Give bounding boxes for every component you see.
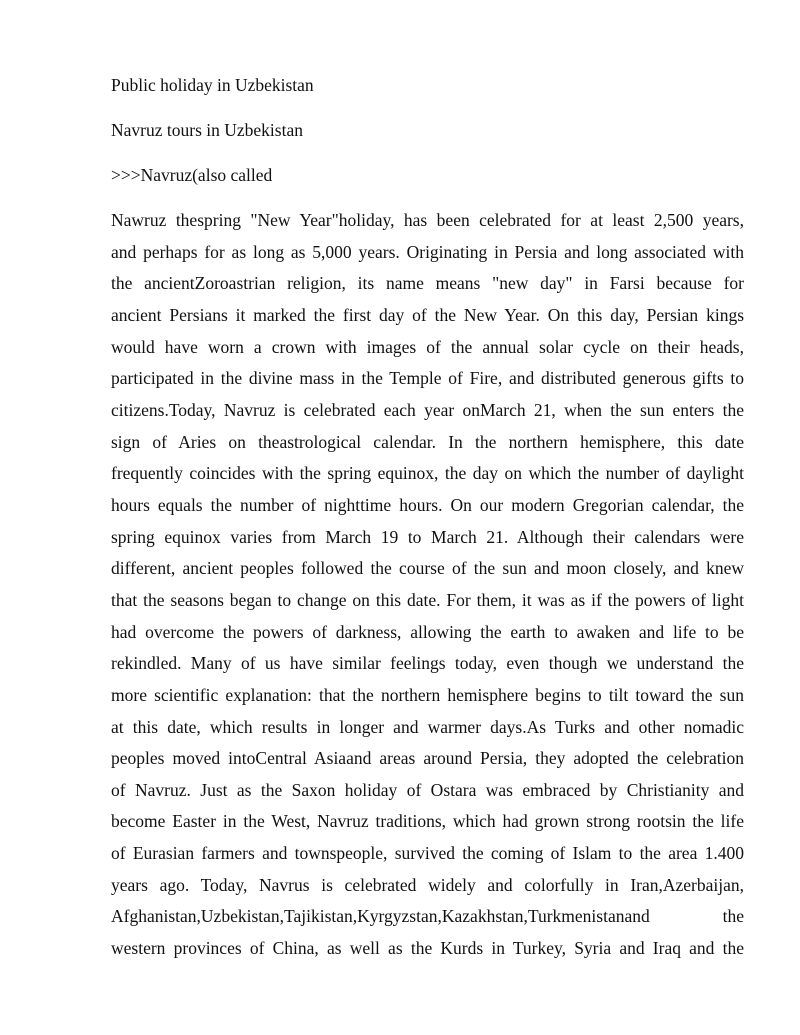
body-line: had overcome the powers of darkness, allowing the earth to awaken and life to be [111,621,744,642]
heading-navruz-tours: Navruz tours in Uzbekistan [111,120,303,140]
body-line: Afghanistan,Uzbekistan,Tajikistan,Kyrgyzstan,Kazakhstan,Turkmenistanand the [111,906,744,927]
body-line: become Easter in the West, Navruz traditions, which had grown strong rootsin the life [111,811,744,832]
body-line: of Eurasian farmers and townspeople, survived the coming of Islam to the area 1.400 [111,843,744,864]
body-line: participated in the divine mass in the Temple of Fire, and distributed generous gifts to [111,368,744,389]
body-line: citizens.Today, Navruz is celebrated each year onMarch 21, when the sun enters the [111,399,744,420]
body-line: hours equals the number of nighttime hours. On our modern Gregorian calendar, the [111,494,744,515]
body-line: at this date, which results in longer and warmer days.As Turks and other nomadic [111,716,744,737]
body-line: spring equinox varies from March 19 to March 21. Although their calendars were [111,526,744,547]
body-line: that the seasons began to change on this date. For them, it was as if the powers of light [111,589,744,610]
body-line: Nawruz thespring "New Year"holiday, has been celebrated for at least 2,500 years, [111,210,744,230]
body-line: different, ancient peoples followed the course of the sun and moon closely, and knew [111,558,744,579]
body-line: frequently coincides with the spring equinox, the day on which the number of daylight [111,463,744,484]
body-line: would have worn a crown with images of the annual solar cycle on their heads, [111,336,744,357]
heading-public-holiday: Public holiday in Uzbekistan [111,75,314,95]
body-paragraph [111,205,744,965]
body-line: more scientific explanation: that the northern hemisphere begins to tilt toward the sun [111,684,744,705]
heading-navruz-intro: >>>Navruz(also called [111,165,273,185]
body-line: western provinces of China, as well as the Kurds in Turkey, Syria and Iraq and the [111,938,744,959]
body-line: peoples moved intoCentral Asiaand areas around Persia, they adopted the celebration [111,748,744,769]
body-line: rekindled. Many of us have similar feelings today, even though we understand the [111,653,744,674]
body-line: of Navruz. Just as the Saxon holiday of Ostara was embraced by Christianity and [111,779,744,800]
body-line: the ancientZoroastrian religion, its name means "new day" in Farsi because for [111,273,744,294]
body-line: sign of Aries on theastrological calendar. In the northern hemisphere, this date [111,431,744,452]
body-line: years ago. Today, Navrus is celebrated widely and colorfully in Iran,Azerbaijan, [111,874,744,895]
body-line: and perhaps for as long as 5,000 years. Originating in Persia and long associated with [111,241,744,262]
body-line: ancient Persians it marked the first day of the New Year. On this day, Persian kings [111,304,744,325]
